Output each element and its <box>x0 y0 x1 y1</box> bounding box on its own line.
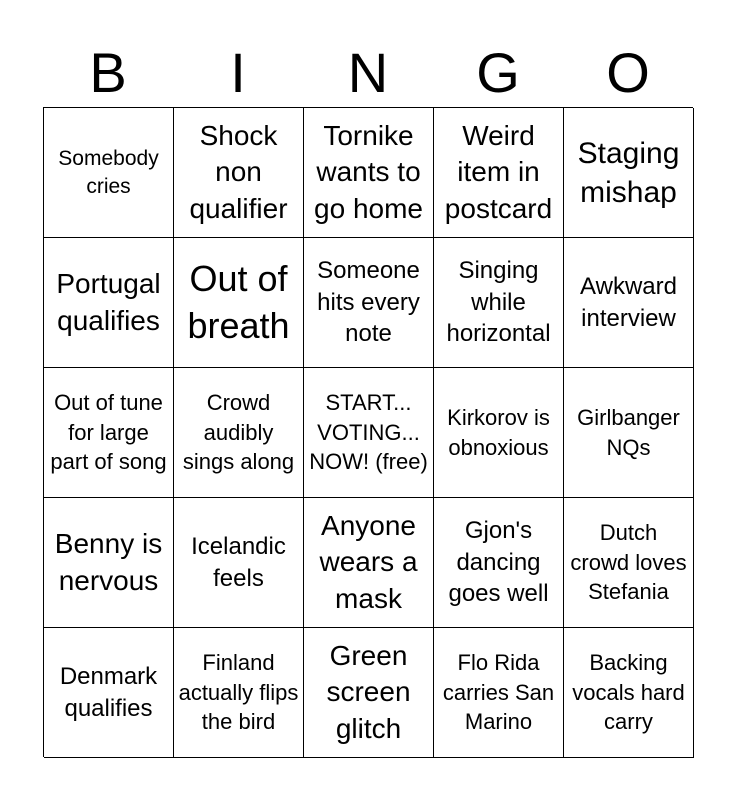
cell-text: Flo Rida carries San Marino <box>442 649 555 735</box>
bingo-cell[interactable] <box>304 628 434 758</box>
cell-text: Crowd audibly sings along <box>182 389 295 475</box>
bingo-cell[interactable] <box>434 498 564 628</box>
bingo-cell[interactable] <box>564 368 694 498</box>
bingo-cell[interactable] <box>434 628 564 758</box>
header-letter-g: G <box>476 41 520 104</box>
bingo-cell[interactable] <box>304 368 434 498</box>
cell-text: Weird item in postcard <box>444 119 553 224</box>
bingo-cell[interactable] <box>44 628 174 758</box>
cell-text: Tornike wants to go home <box>314 119 423 224</box>
bingo-cell[interactable] <box>304 108 434 238</box>
bingo-cell[interactable] <box>564 108 694 238</box>
cell-text: Anyone wears a mask <box>319 509 418 614</box>
bingo-header <box>43 40 693 106</box>
cell-text: Someone hits every note <box>317 256 420 348</box>
bingo-board <box>43 107 693 757</box>
cell-text: Icelandic feels <box>191 532 286 592</box>
bingo-cell[interactable] <box>564 498 694 628</box>
bingo-cell[interactable] <box>564 238 694 368</box>
bingo-cell[interactable] <box>174 108 304 238</box>
bingo-cell[interactable] <box>174 498 304 628</box>
bingo-cell[interactable] <box>174 238 304 368</box>
cell-text: Kirkorov is obnoxious <box>447 404 550 460</box>
bingo-cell[interactable] <box>304 498 434 628</box>
bingo-cell[interactable] <box>44 238 174 368</box>
bingo-cell[interactable] <box>564 628 694 758</box>
cell-text: Portugal qualifies <box>56 268 161 336</box>
bingo-cell[interactable] <box>44 108 174 238</box>
header-letter-b: B <box>89 41 127 104</box>
cell-text: Denmark qualifies <box>59 662 158 722</box>
bingo-cell[interactable] <box>304 238 434 368</box>
cell-text: Girlbanger NQs <box>577 404 680 460</box>
cell-text: Awkward interview <box>580 272 677 332</box>
bingo-cell[interactable] <box>434 238 564 368</box>
cell-text: START... VOTING... NOW! (free) <box>309 389 428 475</box>
bingo-cell[interactable] <box>434 108 564 238</box>
cell-text: Finland actually flips the bird <box>178 649 299 735</box>
header-letter-n: N <box>347 41 389 104</box>
bingo-cell[interactable] <box>174 368 304 498</box>
bingo-cell[interactable] <box>44 368 174 498</box>
header-letter-i: I <box>230 41 246 104</box>
cell-text: Dutch crowd loves Stefania <box>570 519 687 605</box>
cell-text: Backing vocals hard carry <box>572 649 685 735</box>
bingo-cell[interactable] <box>174 628 304 758</box>
bingo-cell[interactable] <box>434 368 564 498</box>
cell-text: Gjon's dancing goes well <box>448 516 549 608</box>
cell-text: Somebody cries <box>58 146 159 198</box>
cell-text: Staging mishap <box>577 136 680 209</box>
cell-text: Benny is nervous <box>54 528 163 596</box>
cell-text: Out of tune for large part of song <box>50 389 167 475</box>
bingo-cell[interactable] <box>44 498 174 628</box>
cell-text: Out of breath <box>187 257 290 346</box>
cell-text: Singing while horizontal <box>446 256 551 348</box>
header-letter-o: O <box>606 41 650 104</box>
cell-text: Green screen glitch <box>326 639 411 744</box>
cell-text: Shock non qualifier <box>189 119 288 224</box>
